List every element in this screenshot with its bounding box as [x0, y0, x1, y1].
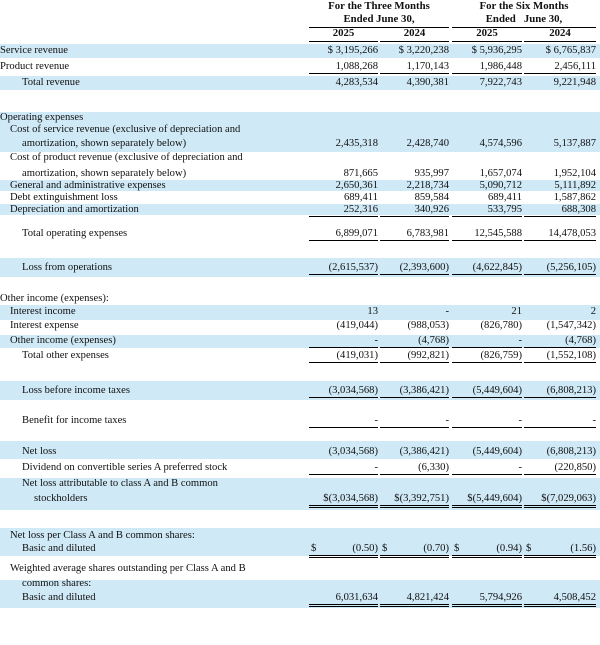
value: $ 3,195,266 — [327, 45, 378, 56]
value: 2,428,740 — [406, 138, 449, 149]
value: (3,386,421) — [399, 446, 449, 457]
value: 4,508,452 — [524, 592, 596, 607]
value: (1,552,108) — [524, 350, 596, 363]
row-other-income-header — [0, 293, 600, 305]
value: (220,850) — [524, 462, 596, 475]
value: 7,922,743 — [479, 77, 522, 88]
row-net-attrib — [0, 493, 600, 505]
value: 6,031,634 — [309, 592, 378, 607]
value: 4,283,534 — [335, 77, 378, 88]
value: 1,170,143 — [380, 61, 449, 74]
label-dividend: Dividend on convertible series A preferred stock — [22, 462, 228, 473]
value: - — [309, 462, 378, 475]
year-rule-1 — [380, 41, 449, 42]
value: 1,952,104 — [553, 168, 596, 179]
label-other-income: Other income (expenses) — [10, 335, 116, 346]
label-wavg-1: Weighted average shares outstanding per Class A and B — [10, 563, 246, 574]
year-2024-six: 2024 — [549, 27, 571, 39]
row-depreciation — [0, 204, 600, 216]
value: 4,574,596 — [479, 138, 522, 149]
value: 4,821,424 — [380, 592, 449, 607]
label-debt-loss: Debt extinguishment loss — [10, 192, 118, 203]
value: 340,926 — [380, 204, 449, 217]
row-other-income — [0, 335, 600, 347]
row-product-revenue — [0, 61, 600, 73]
value: 2,456,111 — [524, 61, 596, 74]
value: $(5,449,604) — [452, 493, 522, 508]
value: 5,111,892 — [554, 180, 596, 191]
label-nlps-header: Net loss per Class A and B common shares: — [10, 530, 195, 541]
value: (2,615,537) — [309, 262, 378, 275]
label-operating-expenses: Operating expenses — [0, 112, 84, 123]
year-rule-2 — [452, 41, 522, 42]
value: 2,435,318 — [335, 138, 378, 149]
value: (4,768) — [380, 335, 449, 348]
row-loss-before-tax — [0, 385, 600, 397]
row-total-opex — [0, 228, 600, 240]
dollar-sign: $ — [311, 543, 317, 554]
value: 688,308 — [524, 204, 596, 217]
label-total-other: Total other expenses — [22, 350, 109, 361]
value: - — [380, 415, 449, 428]
value: - — [452, 335, 522, 348]
value: (1.56) — [570, 543, 596, 554]
value: (3,386,421) — [380, 385, 449, 398]
value: 1,587,862 — [553, 192, 596, 203]
value: $ 3,220,238 — [398, 45, 449, 56]
label-net-loss: Net loss — [22, 446, 57, 457]
row-basic-diluted-shares — [0, 592, 600, 604]
value: (988,053) — [407, 320, 449, 331]
row-tax-benefit — [0, 415, 600, 427]
year-rule-3 — [524, 41, 596, 42]
label-total-revenue: Total revenue — [22, 77, 80, 88]
label-loss-from-ops: Loss from operations — [22, 262, 113, 273]
value: 2 — [590, 306, 596, 317]
value: $ 5,936,295 — [471, 45, 522, 56]
value: 1,657,074 — [479, 168, 522, 179]
row-cost-service — [0, 138, 600, 150]
label-depreciation: Depreciation and amortization — [10, 204, 139, 215]
six-months-header-line1: For the Six Months — [479, 0, 569, 12]
value: 5,137,887 — [553, 138, 596, 149]
row-total-revenue — [0, 77, 600, 89]
label-cost-service-1: Cost of service revenue (exclusive of depreciation and — [10, 124, 241, 135]
year-2025-three: 2025 — [332, 27, 355, 39]
value: (0.50) — [352, 543, 378, 554]
row-cost-product-line1 — [0, 152, 600, 164]
label-cost-product-2: amortization, shown separately below) — [22, 168, 187, 179]
value: 1,986,448 — [452, 61, 522, 74]
row-wavg-header-2 — [0, 578, 600, 590]
value: (992,821) — [380, 350, 449, 363]
row-loss-from-ops — [0, 262, 600, 274]
value: (5,449,604) — [472, 446, 522, 457]
value: (3,034,568) — [309, 385, 378, 398]
value: (419,031) — [309, 350, 378, 363]
value: $ 6,765,837 — [545, 45, 596, 56]
value: - — [309, 415, 378, 428]
row-service-revenue — [0, 45, 600, 57]
row-total-other — [0, 350, 600, 362]
row-net-loss — [0, 446, 600, 458]
year-2025-six: 2025 — [476, 27, 498, 39]
row-dividend — [0, 462, 600, 474]
value: 9,221,948 — [553, 77, 596, 88]
six-months-header-line2: Ended June 30, — [485, 13, 563, 25]
value: $(3,034,568) — [309, 493, 378, 508]
row-basic-diluted-eps — [0, 543, 600, 555]
eps-cell — [380, 543, 449, 558]
value: (2,393,600) — [380, 262, 449, 275]
row-nlps-header — [0, 530, 600, 542]
value: 1,088,268 — [309, 61, 378, 74]
value: - — [452, 462, 522, 475]
value: (0.94) — [496, 543, 522, 554]
value: (826,759) — [452, 350, 522, 363]
three-months-header-line2: Ended June 30, — [343, 13, 415, 25]
value: 5,794,926 — [452, 592, 522, 607]
value: (6,808,213) — [524, 385, 596, 398]
value: - — [445, 306, 449, 317]
label-ga-expenses: General and administrative expenses — [10, 180, 166, 191]
row-ga-expenses — [0, 180, 600, 192]
row-wavg-header-1 — [0, 563, 600, 575]
label-basic-diluted-eps: Basic and diluted — [22, 543, 96, 554]
value: 252,316 — [309, 204, 378, 217]
value: 935,997 — [414, 168, 449, 179]
eps-cell — [452, 543, 522, 558]
value: (6,808,213) — [546, 446, 596, 457]
year-rule-0 — [309, 41, 378, 42]
dollar-sign: $ — [454, 543, 460, 554]
value: - — [524, 415, 596, 428]
value: 4,390,381 — [406, 77, 449, 88]
value: 21 — [511, 306, 522, 317]
label-net-attrib-1: Net loss attributable to class A and B common — [22, 478, 218, 489]
value: (6,330) — [380, 462, 449, 475]
label-cost-product-1: Cost of product revenue (exclusive of depreciation and — [10, 152, 243, 163]
value: (826,780) — [480, 320, 522, 331]
label-product-revenue: Product revenue — [0, 61, 70, 72]
label-cost-service-2: amortization, shown separately below) — [22, 138, 187, 149]
dollar-sign: $ — [526, 543, 532, 554]
value: 689,411 — [487, 192, 522, 203]
three-months-header-line1: For the Three Months — [328, 0, 430, 12]
value: 533,795 — [452, 204, 522, 217]
value: (5,449,604) — [452, 385, 522, 398]
row-debt-loss — [0, 192, 600, 204]
value: - — [452, 415, 522, 428]
dollar-sign: $ — [382, 543, 388, 554]
value: $(3,392,751) — [380, 493, 449, 508]
value: (0.70) — [423, 543, 449, 554]
value: (4,768) — [524, 335, 596, 348]
label-basic-diluted-shares: Basic and diluted — [22, 592, 96, 603]
label-service-revenue: Service revenue — [0, 45, 68, 56]
value: 14,478,053 — [524, 228, 596, 241]
label-total-opex: Total operating expenses — [22, 228, 128, 239]
value: 6,899,071 — [309, 228, 378, 241]
eps-cell — [524, 543, 596, 558]
row-interest-income — [0, 306, 600, 318]
three-months-header — [309, 0, 449, 26]
value: (3,034,568) — [328, 446, 378, 457]
label-loss-before-tax: Loss before income taxes — [22, 385, 130, 396]
row-cost-service-line1 — [0, 124, 600, 136]
value: 859,584 — [414, 192, 449, 203]
value: (419,044) — [336, 320, 378, 331]
label-interest-expense: Interest expense — [10, 320, 79, 331]
label-interest-income: Interest income — [10, 306, 76, 317]
value: $(7,029,063) — [524, 493, 596, 508]
value: 2,218,734 — [406, 180, 449, 191]
eps-cell — [309, 543, 378, 558]
label-wavg-2: common shares: — [22, 578, 92, 589]
row-net-attrib-line1 — [0, 478, 600, 490]
value: 2,650,361 — [335, 180, 378, 191]
value: 5,090,712 — [479, 180, 522, 191]
label-net-attrib-2: stockholders — [34, 493, 88, 504]
value: 871,665 — [343, 168, 378, 179]
row-operating-expenses-header — [0, 112, 600, 124]
label-other-income-header: Other income (expenses): — [0, 293, 109, 304]
value: 6,783,981 — [380, 228, 449, 241]
value: 13 — [367, 306, 378, 317]
value: 12,545,588 — [452, 228, 522, 241]
value: - — [309, 335, 378, 348]
year-2024-three: 2024 — [403, 27, 426, 39]
value: (4,622,845) — [452, 262, 522, 275]
row-interest-expense — [0, 320, 600, 332]
value: 689,411 — [343, 192, 378, 203]
value: (5,256,105) — [524, 262, 596, 275]
row-cost-product — [0, 168, 600, 180]
six-months-header — [452, 0, 596, 26]
label-tax-benefit: Benefit for income taxes — [22, 415, 127, 426]
value: (1,547,342) — [546, 320, 596, 331]
